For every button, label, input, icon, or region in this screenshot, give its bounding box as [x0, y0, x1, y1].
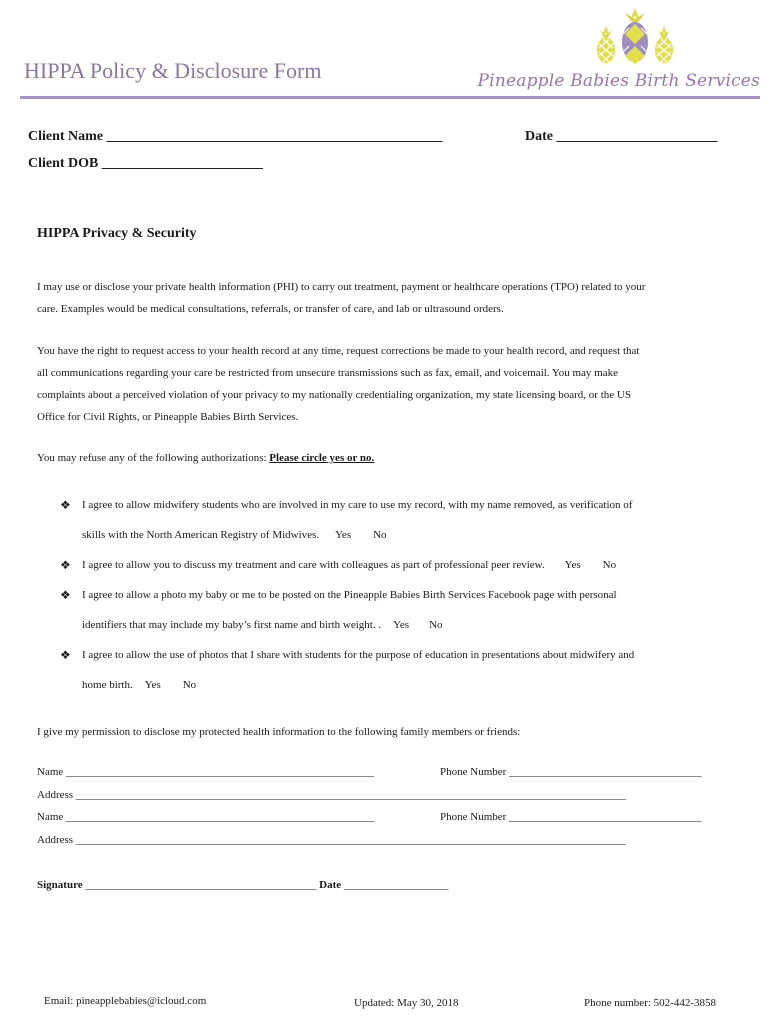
authorization-4-line2 [82, 679, 196, 691]
refuse-instruction [37, 452, 374, 464]
client-date-field[interactable]: Date _______________________ [525, 129, 718, 144]
diamond-bullet-icon: ❖ [60, 558, 71, 572]
client-dob-field[interactable]: Client DOB _______________________ [28, 156, 263, 171]
footer-email: Email: pineapplebabies@icloud.com [44, 995, 207, 1007]
pineapple-logo-icon [590, 6, 680, 68]
contact-2-phone-field[interactable]: Phone Number ___________________________________ [440, 811, 702, 823]
contacts-intro: I give my permission to disclose my protected health information to the following family members or friends: [37, 726, 521, 738]
contact-1-name-field[interactable]: Name ________________________________________________________ [37, 766, 375, 778]
form-title: HIPPA Policy & Disclosure Form [24, 58, 322, 83]
authorization-3-no[interactable]: No [429, 619, 443, 631]
client-name-field[interactable]: Client Name ________________________________________________ [28, 129, 443, 144]
authorization-3-yes[interactable]: Yes [393, 619, 410, 631]
authorization-3-line1: I agree to allow a photo my baby or me to be posted on the Pineapple Babies Birth Services Facebook page with personal [82, 589, 617, 601]
authorization-4-no[interactable]: No [182, 679, 197, 691]
diamond-bullet-icon: ❖ [60, 648, 71, 662]
authorization-1-yes[interactable]: Yes [335, 529, 352, 541]
para2-line3: complaints about a perceived violation of your privacy to my nationally credentialing organization, my state licensing board, or the US [37, 389, 631, 401]
authorization-4-text: home birth. [82, 679, 133, 691]
authorization-1-no[interactable]: No [373, 529, 387, 541]
signature-label: Signature [37, 879, 83, 891]
authorization-2-no[interactable]: No [602, 559, 617, 571]
authorization-1-text: skills with the North American Registry of Midwives. [82, 529, 320, 541]
section-heading: HIPPA Privacy & Security [37, 226, 197, 241]
para2-line2: all communications regarding your care be restricted from unsecure transmissions such as fax, email, and voicemail. You may make [37, 367, 618, 379]
diamond-bullet-icon: ❖ [60, 588, 71, 602]
para1-line1: I may use or disclose your private health information (PHI) to carry out treatment, payment or healthcare operations (TPO) related to your [37, 281, 646, 293]
authorization-2-line1 [82, 559, 616, 571]
contact-2-address-field[interactable]: Address ____________________________________________________________________________________________________ [37, 834, 626, 846]
signature-date-label: Date [319, 879, 342, 891]
signature-date-field[interactable]: ___________________ [341, 879, 449, 891]
authorization-4-yes[interactable]: Yes [144, 679, 161, 691]
brand-name: Pineapple Babies Birth Services [477, 71, 760, 91]
contact-1-address-field[interactable]: Address ____________________________________________________________________________________________________ [37, 789, 626, 801]
para2-line4: Office for Civil Rights, or Pineapple Babies Birth Services. [37, 411, 299, 423]
circle-instruction: Please circle yes or no. [269, 452, 375, 464]
contact-1-phone-field[interactable]: Phone Number ___________________________________ [440, 766, 702, 778]
authorization-4-line1: I agree to allow the use of photos that I share with students for the purpose of education in presentations about midwifery and [82, 649, 635, 661]
authorization-3-text: identifiers that may include my baby’s first name and birth weight. . [82, 619, 382, 631]
authorization-3-line2 [82, 619, 443, 631]
footer-phone: Phone number: 502-442-3858 [584, 997, 716, 1009]
footer-updated: Updated: May 30, 2018 [354, 997, 459, 1009]
diamond-bullet-icon: ❖ [60, 498, 71, 512]
contact-2-name-field[interactable]: Name ________________________________________________________ [37, 811, 375, 823]
authorization-1-line1: I agree to allow midwifery students who are involved in my care to use my record, with my name removed, as verification of [82, 499, 633, 511]
para2-line1: You have the right to request access to your health record at any time, request corrections be made to your health record, and request that [37, 345, 640, 357]
header-divider [20, 96, 760, 99]
para1-line2: care. Examples would be medical consultations, referrals, or transfer of care, and lab or ultrasound orders. [37, 303, 504, 315]
authorization-1-line2 [82, 529, 387, 541]
refuse-text: You may refuse any of the following authorizations: [37, 452, 270, 464]
signature-row [37, 879, 448, 891]
authorization-2-text: I agree to allow you to discuss my treatment and care with colleagues as part of professional peer review. [82, 559, 545, 571]
signature-field[interactable]: __________________________________________ [82, 879, 317, 891]
authorization-2-yes[interactable]: Yes [564, 559, 581, 571]
